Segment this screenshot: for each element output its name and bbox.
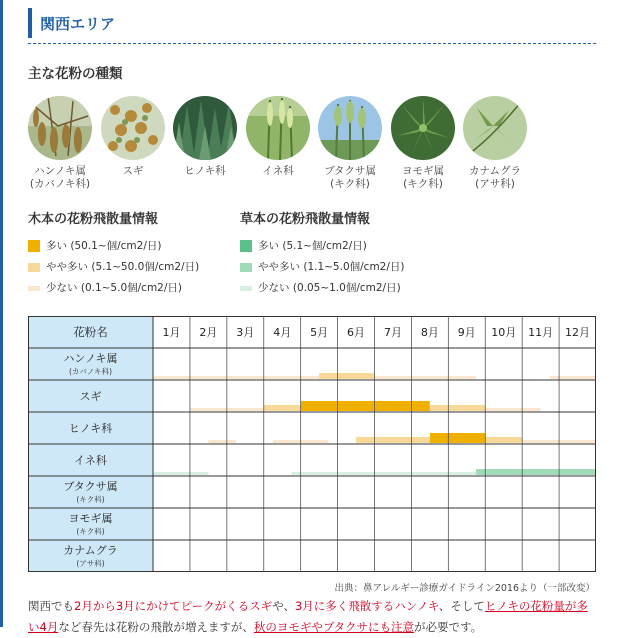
footer-text: 、そして <box>438 599 485 613</box>
pollen-name: ヨモギ属 <box>402 165 444 177</box>
pollen-calendar-chart <box>28 316 596 577</box>
grass-legend-mid <box>240 259 405 277</box>
month-label: 6月 <box>347 326 366 339</box>
pollen-bar <box>301 401 430 411</box>
legend-label: やや多い <box>46 261 88 273</box>
month-label: 2月 <box>199 326 218 339</box>
legend-label: 多い <box>258 240 279 252</box>
footer-highlight-autumn: 秋のヨモギやブタクサにも注意 <box>253 620 415 634</box>
legend-swatch <box>240 240 252 252</box>
pollen-row-label: カナムグラ <box>63 544 118 557</box>
pollen-name: カナムグラ <box>469 165 521 177</box>
footer-text: や、 <box>272 599 295 613</box>
footer-highlight-cypress: ヒノキの花粉量が多い4月 <box>28 599 588 634</box>
footer-paragraph <box>28 596 596 638</box>
month-label: 1月 <box>162 326 181 339</box>
pollen-bar <box>356 437 430 443</box>
title-divider <box>28 43 596 44</box>
pollen-bar <box>153 472 208 475</box>
pollen-row-sublabel: (キク科) <box>76 527 105 536</box>
pollen-row-label: ハンノキ属 <box>63 352 118 365</box>
legend-label: 多い <box>46 240 67 252</box>
pollen-bar <box>485 437 522 443</box>
pollen-name: イネ科 <box>262 165 294 177</box>
alder-catkin-photo-icon <box>28 96 92 160</box>
pollen-bar <box>485 408 540 411</box>
legend-range: (5.1~個/cm2/日) <box>282 240 367 252</box>
pollen-types-heading: 主な花粉の種類 <box>28 66 123 82</box>
legend-range: (0.05~1.0個/cm2/日) <box>292 282 401 294</box>
footer-highlight-cedar: 2月から3月にかけてピークがくるスギ <box>74 599 273 613</box>
legend-swatch <box>28 263 40 272</box>
pollen-row-label: ヒノキ科 <box>68 422 113 435</box>
cypress-forest-photo-icon <box>173 96 237 160</box>
legend-label: 少ない <box>258 282 290 294</box>
pollen-name: ヒノキ科 <box>184 165 226 177</box>
pollen-row-label: ブタクサ属 <box>63 480 118 493</box>
region-title-bar <box>28 8 596 38</box>
mugwort-photo-icon <box>391 96 455 160</box>
pollen-bar <box>319 373 374 379</box>
month-label: 3月 <box>236 326 255 339</box>
footer-highlight-alder: 3月に多く飛散するハンノキ <box>294 599 439 613</box>
ragweed-photo-icon <box>318 96 382 160</box>
grass-legend-title: 草本の花粉飛散量情報 <box>240 212 371 227</box>
pollen-bar <box>264 405 301 411</box>
month-label: 7月 <box>383 326 402 339</box>
footer-text: など春先は花粉の飛散が増えますが、 <box>58 620 254 634</box>
legend-swatch <box>28 240 40 252</box>
pollen-row-sublabel: (キク科) <box>76 495 105 504</box>
grass-legend-low <box>240 280 401 298</box>
pollen-calendar-svg <box>28 316 596 577</box>
month-label: 11月 <box>528 326 554 339</box>
legend-swatch <box>28 286 40 291</box>
tree-legend-title: 木本の花粉飛散量情報 <box>28 212 159 227</box>
pollen-row-sublabel: (カバノキ科) <box>68 367 113 376</box>
month-label: 12月 <box>565 326 591 339</box>
pollen-row-label: ヨモギ属 <box>68 512 113 525</box>
pollen-name: ブタクサ属 <box>324 165 376 177</box>
pollen-item-hop <box>452 96 538 191</box>
legend-range: (0.1~5.0個/cm2/日) <box>80 282 182 294</box>
pollen-family: (カバノキ科) <box>29 178 91 190</box>
legend-range: (50.1~個/cm2/日) <box>70 240 162 252</box>
month-label: 5月 <box>310 326 329 339</box>
pollen-row-sublabel: (アサ科) <box>76 559 105 568</box>
pollen-bar <box>476 469 596 475</box>
hop-vine-photo-icon <box>463 96 527 160</box>
grass-photo-icon <box>246 96 310 160</box>
pollen-bar <box>430 405 485 411</box>
left-accent-rule <box>0 0 3 627</box>
pollen-family: (キク科) <box>330 178 370 190</box>
header-label: 花粉名 <box>73 325 108 339</box>
pollen-bar <box>430 433 485 443</box>
month-label: 10月 <box>491 326 517 339</box>
legend-swatch <box>240 263 252 272</box>
month-label: 9月 <box>457 326 476 339</box>
legend-range: (1.1~5.0個/cm2/日) <box>303 261 405 273</box>
pollen-bar <box>375 376 477 379</box>
pollen-family: (アサ科) <box>475 178 515 190</box>
month-label: 4月 <box>273 326 292 339</box>
grass-legend-high <box>240 238 367 256</box>
legend-range: (5.1~50.0個/cm2/日) <box>91 261 200 273</box>
pollen-row-label: スギ <box>79 390 102 403</box>
pollen-bar <box>550 376 596 379</box>
pollen-bar <box>153 376 319 379</box>
tree-legend-low <box>28 280 182 298</box>
pollen-row-label: イネ科 <box>74 454 107 467</box>
pollen-name: スギ <box>122 165 144 177</box>
footer-text: 関西でも <box>28 599 74 613</box>
month-label: 8月 <box>420 326 439 339</box>
legend-label: やや多い <box>258 261 300 273</box>
tree-legend-high <box>28 238 161 256</box>
pollen-family: (キク科) <box>403 178 443 190</box>
region-title: 関西エリア <box>40 15 116 33</box>
legend-label: 少ない <box>46 282 78 294</box>
tree-legend-mid <box>28 259 199 277</box>
pollen-bar <box>208 440 236 443</box>
pollen-name: ハンノキ属 <box>34 165 86 177</box>
legend-swatch <box>240 286 252 291</box>
footer-text: が必要です。 <box>414 620 483 634</box>
cedar-photo-icon <box>101 96 165 160</box>
source-note: 出典：鼻アレルギー診療ガイドライン2016より（一部改変） <box>334 583 595 594</box>
